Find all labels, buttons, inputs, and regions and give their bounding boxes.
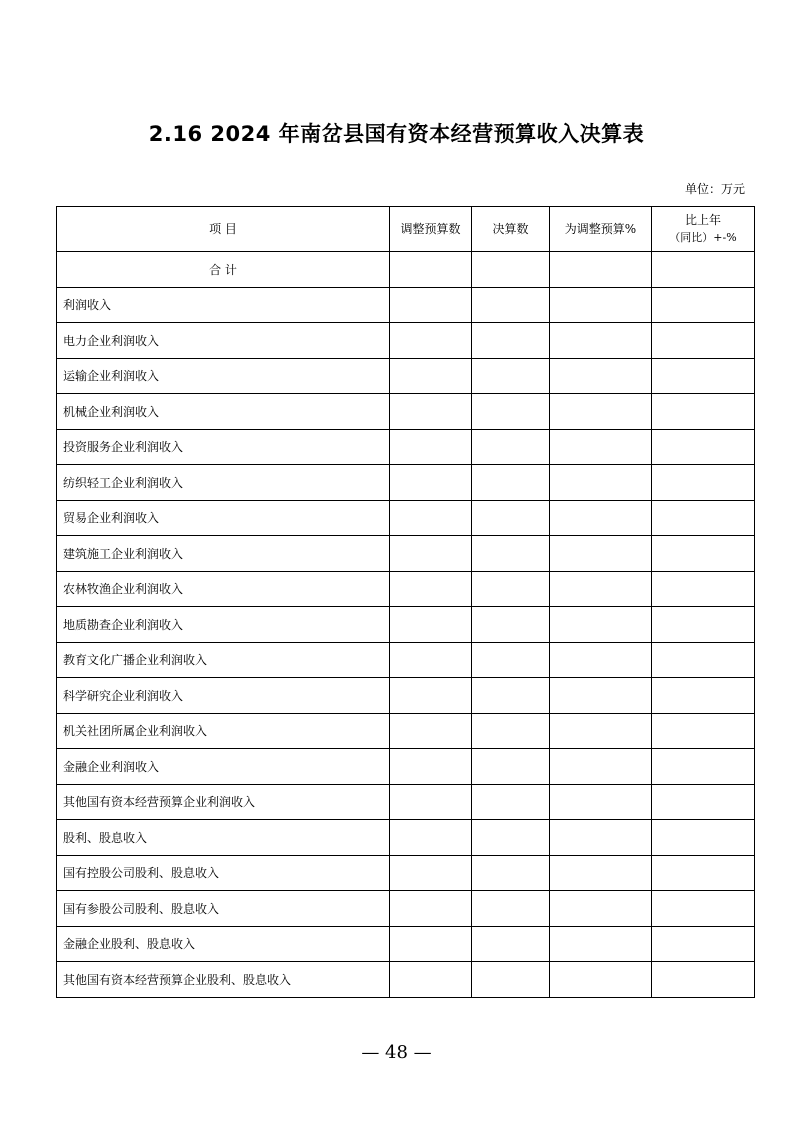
row-label: 科学研究企业利润收入 <box>57 678 390 714</box>
cell-pct-of-adjusted <box>550 536 652 572</box>
cell-final-account <box>472 749 550 785</box>
cell-final-account <box>472 429 550 465</box>
table-row <box>57 500 755 536</box>
cell-pct-of-adjusted <box>550 962 652 998</box>
cell-yoy <box>652 571 755 607</box>
cell-pct-of-adjusted <box>550 891 652 927</box>
header-adjusted-budget: 调整预算数 <box>390 207 472 252</box>
cell-yoy <box>652 713 755 749</box>
cell-pct-of-adjusted <box>550 358 652 394</box>
cell-pct-of-adjusted <box>550 607 652 643</box>
row-label: 其他国有资本经营预算企业股利、股息收入 <box>57 962 390 998</box>
cell-yoy <box>652 500 755 536</box>
header-row <box>57 207 755 252</box>
budget-table <box>56 206 755 998</box>
cell-final-account <box>472 713 550 749</box>
table-row <box>57 962 755 998</box>
row-label: 国有控股公司股利、股息收入 <box>57 855 390 891</box>
header-yoy <box>652 207 755 252</box>
cell-adjusted-budget <box>390 678 472 714</box>
table-row <box>57 749 755 785</box>
cell-final-account <box>472 536 550 572</box>
cell-yoy <box>652 465 755 501</box>
cell-yoy <box>652 287 755 323</box>
cell-adjusted-budget <box>390 607 472 643</box>
total-row <box>57 252 755 288</box>
header-yoy-line2: （同比）+-% <box>669 231 737 244</box>
cell-adjusted-budget <box>390 287 472 323</box>
cell-yoy <box>652 926 755 962</box>
table-row <box>57 713 755 749</box>
cell-yoy <box>652 607 755 643</box>
cell-yoy <box>652 252 755 288</box>
row-label: 合 计 <box>57 252 390 288</box>
cell-adjusted-budget <box>390 926 472 962</box>
cell-adjusted-budget <box>390 394 472 430</box>
cell-yoy <box>652 678 755 714</box>
cell-pct-of-adjusted <box>550 465 652 501</box>
header-pct-of-adjusted: 为调整预算% <box>550 207 652 252</box>
cell-pct-of-adjusted <box>550 429 652 465</box>
row-label: 建筑施工企业利润收入 <box>57 536 390 572</box>
table-header <box>57 207 755 252</box>
table-row <box>57 855 755 891</box>
table-row <box>57 820 755 856</box>
cell-final-account <box>472 784 550 820</box>
table-row <box>57 465 755 501</box>
row-label: 机关社团所属企业利润收入 <box>57 713 390 749</box>
table-row <box>57 642 755 678</box>
table-row <box>57 358 755 394</box>
row-label: 地质勘查企业利润收入 <box>57 607 390 643</box>
table-row <box>57 287 755 323</box>
cell-final-account <box>472 642 550 678</box>
cell-adjusted-budget <box>390 642 472 678</box>
row-label: 教育文化广播企业利润收入 <box>57 642 390 678</box>
row-label: 纺织轻工企业利润收入 <box>57 465 390 501</box>
cell-final-account <box>472 571 550 607</box>
cell-final-account <box>472 891 550 927</box>
table-body <box>57 252 755 998</box>
header-yoy-line1: 比上年 <box>684 213 721 227</box>
cell-adjusted-budget <box>390 500 472 536</box>
cell-pct-of-adjusted <box>550 323 652 359</box>
cell-yoy <box>652 962 755 998</box>
cell-adjusted-budget <box>390 749 472 785</box>
cell-pct-of-adjusted <box>550 287 652 323</box>
cell-yoy <box>652 429 755 465</box>
row-label: 其他国有资本经营预算企业利润收入 <box>57 784 390 820</box>
header-final-account: 决算数 <box>472 207 550 252</box>
row-label: 金融企业股利、股息收入 <box>57 926 390 962</box>
table-row <box>57 678 755 714</box>
row-label: 贸易企业利润收入 <box>57 500 390 536</box>
cell-yoy <box>652 358 755 394</box>
cell-adjusted-budget <box>390 713 472 749</box>
cell-adjusted-budget <box>390 465 472 501</box>
cell-yoy <box>652 536 755 572</box>
cell-final-account <box>472 820 550 856</box>
cell-final-account <box>472 394 550 430</box>
table-row <box>57 394 755 430</box>
page-title: 2.16 2024 年南岔县国有资本经营预算收入决算表 <box>148 122 645 146</box>
table-row <box>57 784 755 820</box>
row-label: 国有参股公司股利、股息收入 <box>57 891 390 927</box>
row-label: 电力企业利润收入 <box>57 323 390 359</box>
cell-yoy <box>652 855 755 891</box>
cell-adjusted-budget <box>390 962 472 998</box>
cell-final-account <box>472 607 550 643</box>
cell-adjusted-budget <box>390 891 472 927</box>
cell-final-account <box>472 678 550 714</box>
cell-final-account <box>472 358 550 394</box>
table-row <box>57 891 755 927</box>
cell-adjusted-budget <box>390 820 472 856</box>
table-row <box>57 429 755 465</box>
row-label: 运输企业利润收入 <box>57 358 390 394</box>
table-row <box>57 323 755 359</box>
cell-yoy <box>652 891 755 927</box>
cell-pct-of-adjusted <box>550 642 652 678</box>
table-row <box>57 926 755 962</box>
row-label: 机械企业利润收入 <box>57 394 390 430</box>
cell-yoy <box>652 642 755 678</box>
cell-final-account <box>472 855 550 891</box>
cell-final-account <box>472 323 550 359</box>
cell-pct-of-adjusted <box>550 784 652 820</box>
header-item: 项 目 <box>57 207 390 252</box>
cell-pct-of-adjusted <box>550 394 652 430</box>
row-label: 利润收入 <box>57 287 390 323</box>
cell-pct-of-adjusted <box>550 571 652 607</box>
row-label: 金融企业利润收入 <box>57 749 390 785</box>
page-number: — 48 — <box>361 1042 432 1063</box>
cell-final-account <box>472 252 550 288</box>
cell-final-account <box>472 500 550 536</box>
cell-yoy <box>652 784 755 820</box>
cell-pct-of-adjusted <box>550 749 652 785</box>
cell-final-account <box>472 962 550 998</box>
row-label: 投资服务企业利润收入 <box>57 429 390 465</box>
unit-label: 单位：万元 <box>684 182 745 196</box>
table-row <box>57 607 755 643</box>
cell-adjusted-budget <box>390 252 472 288</box>
cell-pct-of-adjusted <box>550 252 652 288</box>
cell-adjusted-budget <box>390 323 472 359</box>
cell-pct-of-adjusted <box>550 926 652 962</box>
table-row <box>57 536 755 572</box>
cell-adjusted-budget <box>390 571 472 607</box>
cell-adjusted-budget <box>390 429 472 465</box>
row-label: 股利、股息收入 <box>57 820 390 856</box>
cell-yoy <box>652 323 755 359</box>
cell-yoy <box>652 394 755 430</box>
cell-final-account <box>472 926 550 962</box>
cell-adjusted-budget <box>390 536 472 572</box>
cell-pct-of-adjusted <box>550 855 652 891</box>
row-label: 农林牧渔企业利润收入 <box>57 571 390 607</box>
cell-final-account <box>472 465 550 501</box>
cell-pct-of-adjusted <box>550 713 652 749</box>
cell-yoy <box>652 820 755 856</box>
cell-adjusted-budget <box>390 784 472 820</box>
table-row <box>57 571 755 607</box>
cell-yoy <box>652 749 755 785</box>
cell-adjusted-budget <box>390 855 472 891</box>
cell-final-account <box>472 287 550 323</box>
cell-pct-of-adjusted <box>550 678 652 714</box>
cell-adjusted-budget <box>390 358 472 394</box>
cell-pct-of-adjusted <box>550 820 652 856</box>
cell-pct-of-adjusted <box>550 500 652 536</box>
